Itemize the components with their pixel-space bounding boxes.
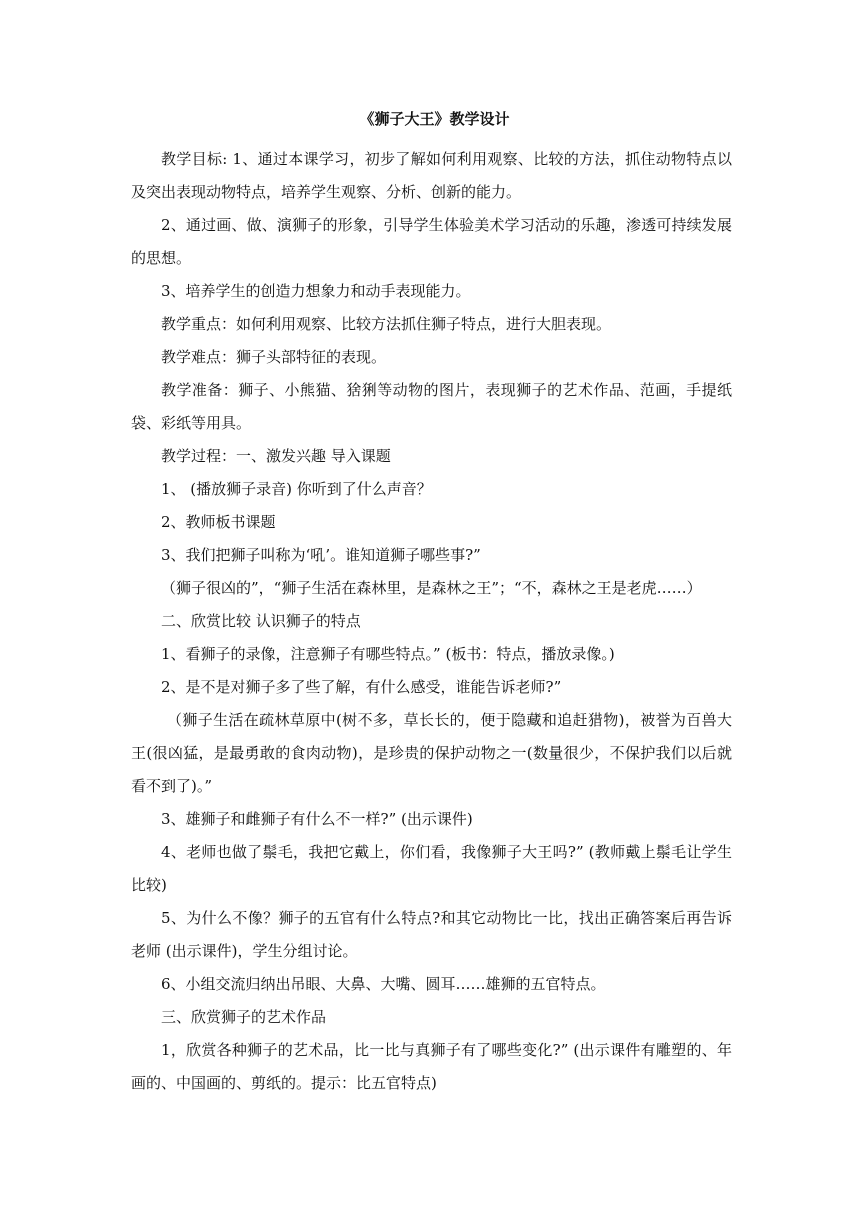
paragraph: 1，欣赏各种狮子的艺术品，比一比与真狮子有了哪些变化?” (出示课件有雕塑的、年画的、中国画的、剪纸的。提示：比五官特点) xyxy=(131,1041,732,1092)
paragraph: 2、通过画、做、演狮子的形象，引导学生体验美术学习活动的乐趣，渗透可持续发展的思想。 xyxy=(131,216,732,267)
paragraph: 3、培养学生的创造力想象力和动手表现能力。 xyxy=(161,282,471,300)
paragraph: 三、欣赏狮子的艺术作品 xyxy=(161,1008,327,1026)
paragraph: （狮子生活在疏林草原中(树不多，草长长的，便于隐藏和追赶猎物)，被誉为百兽大王(很凶猛，是最勇敢的食肉动物)，是珍贵的保护动物之一(数量很少，不保护我们以后就看不到了)。” xyxy=(131,711,732,795)
paragraph: 二、欣赏比较 认识狮子的特点 xyxy=(161,612,361,630)
paragraph: 教学目标: 1、通过本课学习，初步了解如何利用观察、比较的方法，抓住动物特点以及突出表现动物特点，培养学生观察、分析、创新的能力。 xyxy=(131,150,732,201)
paragraph: 2、是不是对狮子多了些了解，有什么感受，谁能告诉老师?” xyxy=(161,678,562,696)
paragraph: 1、看狮子的录像，注意狮子有哪些特点。” (板书：特点，播放录像。) xyxy=(161,645,615,663)
paragraph: 教学难点：狮子头部特征的表现。 xyxy=(161,348,387,366)
document-title: 《狮子大王》教学设计 xyxy=(359,110,510,128)
paragraph: （狮子很凶的”，“狮子生活在森林里，是森林之王”；“不，森林之王是老虎……） xyxy=(161,579,702,597)
paragraph: 1、 (播放狮子录音) 你听到了什么声音？ xyxy=(161,480,432,498)
paragraph: 3、雄狮子和雌狮子有什么不一样?” (出示课件) xyxy=(161,810,473,828)
paragraph: 教学重点：如何利用观察、比较方法抓住狮子特点，进行大胆表现。 xyxy=(161,315,612,333)
paragraph: 5、为什么不像？狮子的五官有什么特点?和其它动物比一比，找出正确答案后再告诉老师 (出示课件)，学生分组讨论。 xyxy=(131,909,732,960)
paragraph: 2、教师板书课题 xyxy=(161,513,276,531)
paragraph: 3、我们把狮子叫称为‘吼’。谁知道狮子哪些事?” xyxy=(161,546,481,564)
paragraph: 6、小组交流归纳出吊眼、大鼻、大嘴、圆耳……雄狮的五官特点。 xyxy=(161,975,606,993)
document-body xyxy=(131,143,732,1100)
paragraph: 4、老师也做了鬃毛，我把它戴上，你们看，我像狮子大王吗?” (教师戴上鬃毛让学生比较) xyxy=(131,843,732,894)
paragraph: 教学过程：一、激发兴趣 导入课题 xyxy=(161,447,391,465)
paragraph: 教学准备：狮子、小熊猫、猞猁等动物的图片，表现狮子的艺术作品、范画，手提纸袋、彩纸等用具。 xyxy=(131,381,732,432)
